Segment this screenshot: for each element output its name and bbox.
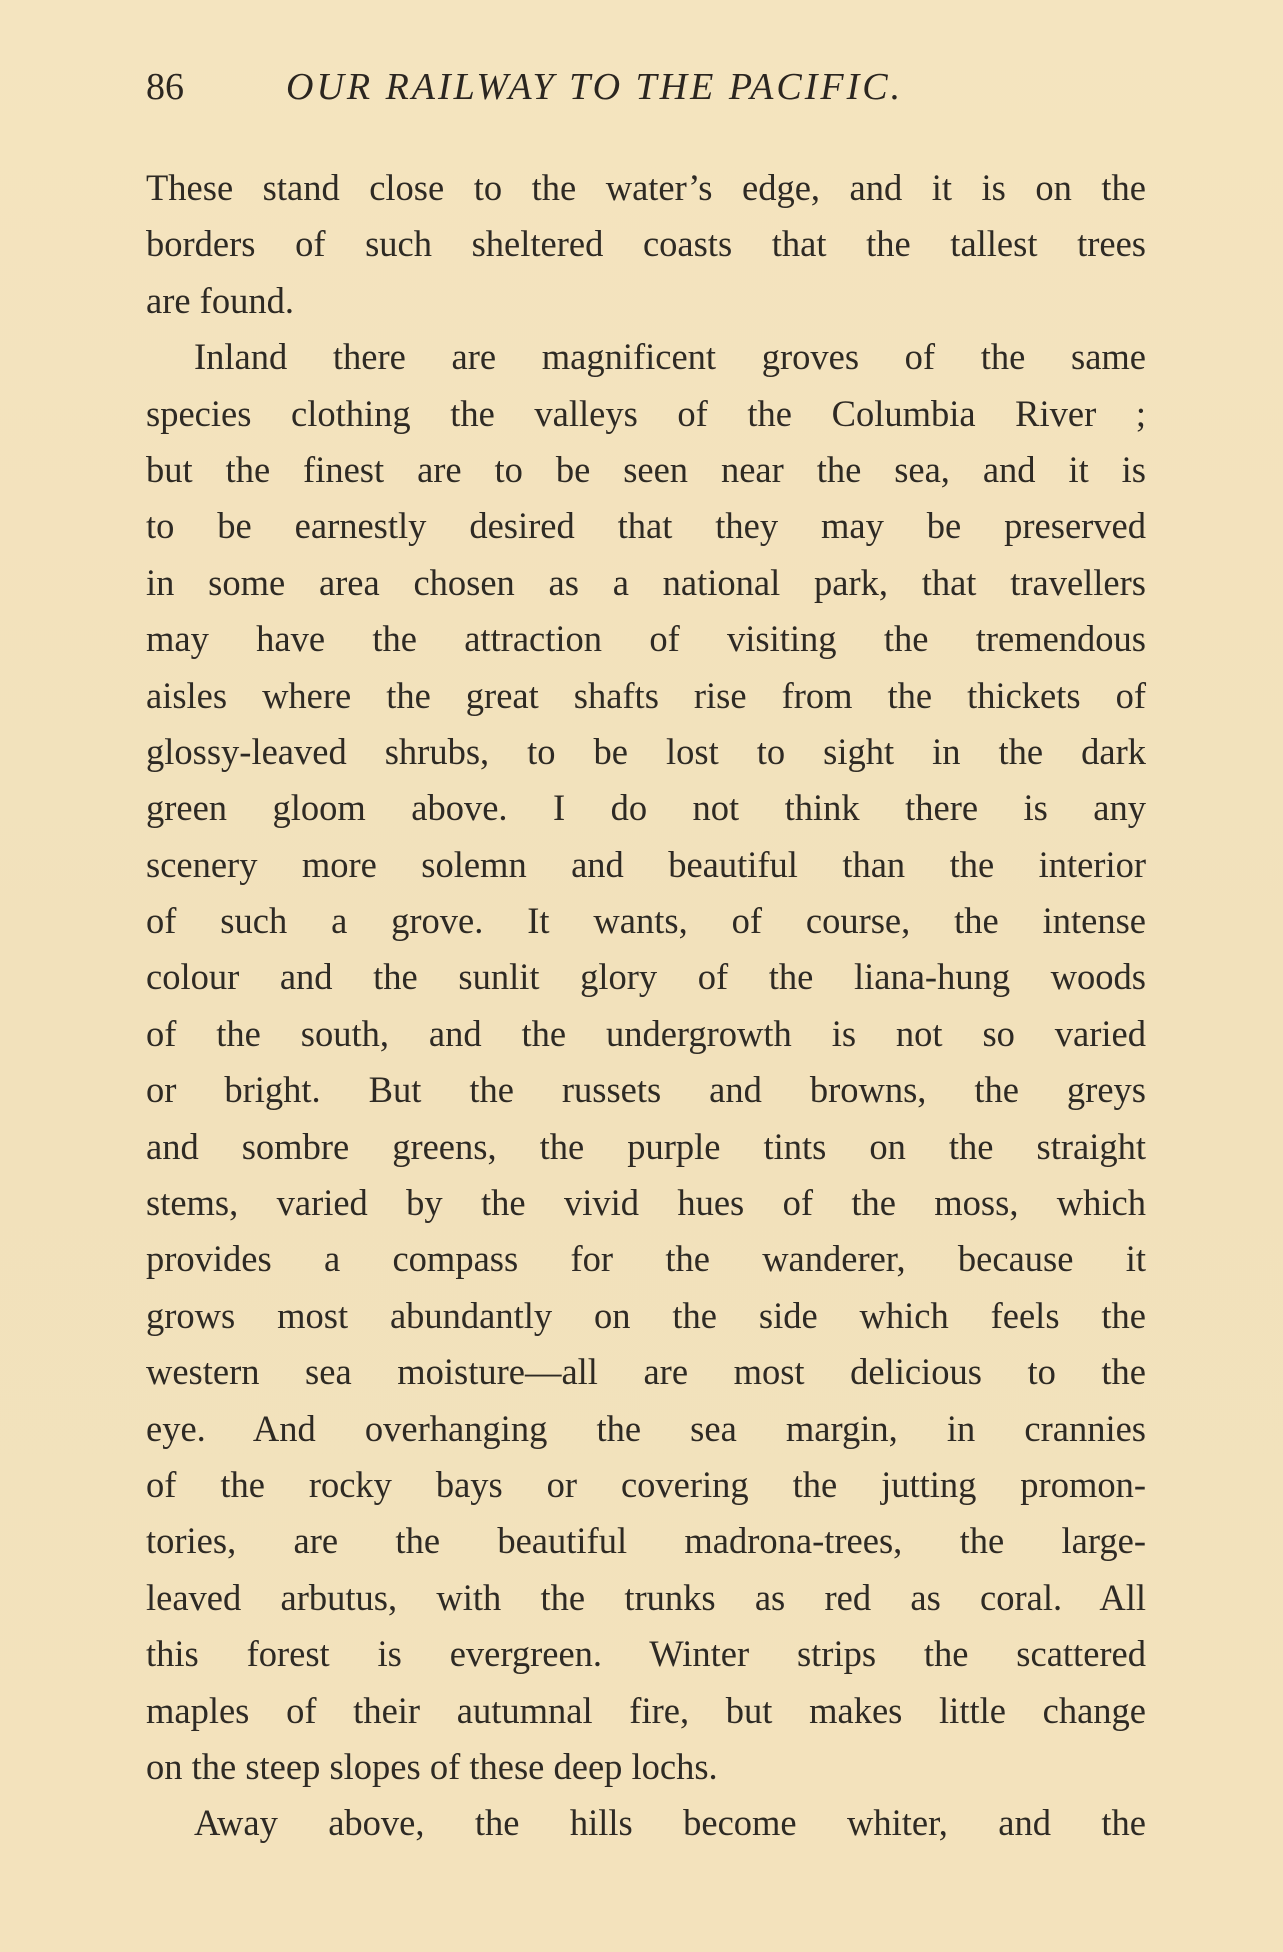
page-number: 86 [146, 66, 184, 108]
text-line: colour and the sunlit glory of the liana-hung woods [146, 956, 1146, 998]
text-line: of such a grove. It wants, of course, the intense [146, 900, 1146, 942]
text-line: to be earnestly desired that they may be preserved [146, 505, 1146, 547]
text-line: provides a compass for the wanderer, because it [146, 1238, 1146, 1280]
body-text [146, 160, 1146, 1852]
text-line: and sombre greens, the purple tints on the straight [146, 1125, 1146, 1167]
text-line: leaved arbutus, with the trunks as red as coral. All [146, 1576, 1146, 1618]
text-line: this forest is evergreen. Winter strips the scattered [146, 1633, 1146, 1675]
text-line: species clothing the valleys of the Columbia River ; [146, 392, 1146, 434]
text-line: stems, varied by the vivid hues of the moss, which [146, 1182, 1146, 1224]
running-head-title: OUR RAILWAY TO THE PACIFIC. [286, 66, 904, 108]
text-line: on the steep slopes of these deep lochs. [146, 1745, 718, 1787]
running-head [146, 62, 1146, 112]
text-line: aisles where the great shafts rise from the thickets of [146, 674, 1146, 716]
text-line: borders of such sheltered coasts that the tallest trees [146, 223, 1146, 265]
text-line: of the rocky bays or covering the jutting promon- [146, 1463, 1146, 1505]
text-line: of the south, and the undergrowth is not so varied [146, 1012, 1146, 1054]
text-line: grows most abundantly on the side which feels the [146, 1294, 1146, 1336]
text-line: eye. And overhanging the sea margin, in crannies [146, 1407, 1146, 1449]
text-line: maples of their autumnal fire, but makes little change [146, 1689, 1146, 1731]
text-line: in some area chosen as a national park, that travellers [146, 561, 1146, 603]
text-line: These stand close to the water’s edge, and it is on the [146, 167, 1146, 208]
text-line: glossy-leaved shrubs, to be lost to sight in the dark [146, 730, 1146, 772]
text-line: may have the attraction of visiting the tremendous [146, 618, 1146, 660]
text-line: are found. [146, 279, 294, 321]
text-line: tories, are the beautiful madrona-trees, the large- [146, 1520, 1146, 1562]
text-line: scenery more solemn and beautiful than the interior [146, 843, 1146, 885]
text-line: western sea moisture—all are most delicious to the [146, 1351, 1146, 1393]
text-line: Inland there are magnificent groves of the same [194, 336, 1146, 378]
text-line: green gloom above. I do not think there is any [146, 787, 1146, 829]
text-line: Away above, the hills become whiter, and the [194, 1802, 1146, 1844]
text-line: or bright. But the russets and browns, the greys [146, 1069, 1146, 1111]
text-line: but the finest are to be seen near the sea, and it is [146, 448, 1146, 490]
